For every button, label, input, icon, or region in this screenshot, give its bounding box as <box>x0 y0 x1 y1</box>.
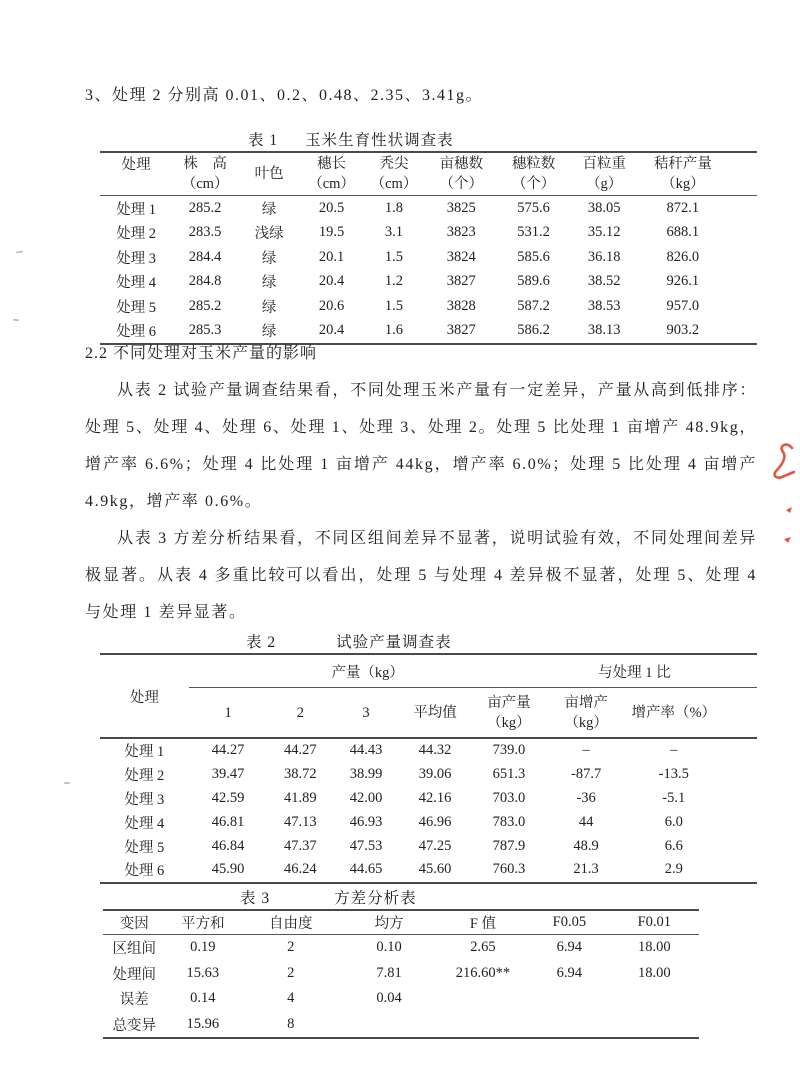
table-cell: 处理 2 <box>116 226 157 243</box>
table2-label: 表 2 <box>246 633 277 651</box>
table-cell: 15.96 <box>186 1015 220 1032</box>
column-name: 穗粒数 <box>511 156 556 172</box>
table-cell: 1.2 <box>384 273 404 290</box>
table-cell: 531.2 <box>517 224 550 241</box>
table-cell: 47.37 <box>284 837 317 854</box>
table-cell: 285.2 <box>188 297 222 314</box>
table-cell: -36 <box>576 789 596 806</box>
table-row <box>100 738 757 763</box>
table-cell: 47.53 <box>349 837 383 854</box>
column-name: 平均值 <box>413 704 457 721</box>
column-name: 亩穗数 <box>439 156 484 172</box>
column-name: 秸秆产量 <box>653 156 712 172</box>
scan-artifact <box>16 251 23 254</box>
table-cell: 44.43 <box>349 742 383 759</box>
table-cell: 44.65 <box>349 861 383 878</box>
column-name: 1 <box>224 704 232 721</box>
table1-title-row <box>100 126 757 151</box>
column-header <box>399 688 471 739</box>
table-cell: 18.00 <box>637 964 671 981</box>
table-cell: 处理 5 <box>116 299 157 316</box>
table-cell: 46.84 <box>211 837 245 854</box>
column-name: 亩产量 <box>487 694 531 711</box>
table3-header-row <box>103 910 699 935</box>
table-cell: 20.6 <box>318 297 345 314</box>
table-cell: 44.27 <box>211 742 245 759</box>
column-header <box>363 152 425 196</box>
table-cell: 38.53 <box>587 297 621 314</box>
body-text-section <box>85 335 757 631</box>
column-header <box>333 688 399 739</box>
table-cell: 38.52 <box>587 273 621 290</box>
table-cell: 216.60** <box>455 964 511 981</box>
table-cell: 688.1 <box>666 224 700 241</box>
table-cell: 872.1 <box>666 199 700 216</box>
column-header <box>497 152 569 196</box>
column-unit: （cm） <box>308 176 355 192</box>
table-cell: 48.9 <box>573 837 599 854</box>
column-name: 亩增产 <box>564 694 608 711</box>
table-cell: 处理 6 <box>116 324 157 341</box>
column-header <box>626 688 757 739</box>
paragraph: 从表 3 方差分析结果看，不同区组间差异不显著，说明试验有效，不同处理间差异极显著。从表 4 多重比较可以看出，处理 5 与处理 4 差异极不显著，处理 5、处理 4 与处理 1 差异显著。 <box>85 530 757 621</box>
table-cell <box>437 1012 529 1039</box>
column-header: 平方和 <box>166 910 241 935</box>
table3 <box>103 909 699 1039</box>
table-cell: 绿 <box>261 250 277 267</box>
column-header: F0.05 <box>529 910 609 935</box>
column-header: F0.01 <box>610 910 699 935</box>
table-cell: 6.6 <box>664 837 683 854</box>
table-cell: 739.0 <box>492 742 526 759</box>
column-name: 处理 <box>121 157 151 173</box>
table-cell <box>529 1012 609 1039</box>
table-row <box>100 221 757 246</box>
table-cell: 7.81 <box>376 964 402 981</box>
table-cell: 绿 <box>261 275 277 292</box>
table-cell: 44.32 <box>418 742 452 759</box>
column-unit: （cm） <box>370 176 418 192</box>
table-cell: 6.0 <box>664 813 683 830</box>
table-cell: 285.3 <box>188 322 222 339</box>
table-cell: 47.13 <box>284 813 317 830</box>
table2-section <box>100 628 757 884</box>
table-cell: 绿 <box>261 324 277 341</box>
table-cell: 1.5 <box>384 297 404 314</box>
table-cell: 285.2 <box>188 199 222 216</box>
table-row <box>100 810 757 834</box>
table-cell: 3823 <box>446 224 476 241</box>
column-header: 自由度 <box>240 910 341 935</box>
table3-label: 表 3 <box>240 889 271 907</box>
section-heading: 2.2 不同处理对玉米产量的影响 <box>85 345 318 362</box>
table-cell <box>610 986 699 1012</box>
scan-artifact <box>64 782 70 784</box>
table-cell: 926.1 <box>666 273 700 290</box>
table-cell: 1.5 <box>384 248 404 265</box>
table-cell: 42.16 <box>418 789 452 806</box>
table-cell: 20.4 <box>318 273 345 290</box>
table-cell: 46.81 <box>211 813 245 830</box>
table-row <box>103 1012 699 1039</box>
column-header <box>172 152 238 196</box>
table-cell: 20.5 <box>318 199 345 216</box>
column-name: 百粒重 <box>582 156 626 172</box>
table-cell: 0.10 <box>376 939 402 956</box>
table-cell: 2 <box>287 964 295 981</box>
table-row <box>103 935 699 961</box>
table-cell: 19.5 <box>318 224 345 241</box>
table-cell: 处理 4 <box>116 275 157 292</box>
table-cell: 39.06 <box>418 766 452 783</box>
table-cell: 41.89 <box>284 789 317 806</box>
table1-title: 玉米生育性状调查表 <box>305 131 454 149</box>
table-cell: 44.27 <box>284 742 317 759</box>
table-row <box>100 858 757 883</box>
table-cell: 浅绿 <box>254 226 284 243</box>
table-cell: 651.3 <box>492 766 526 783</box>
paragraph: 从表 2 试验产量调查结果看，不同处理玉米产量有一定差异，产量从高到低排序：处理 5、处理 4、处理 6、处理 1、处理 3、处理 2。处理 5 比处理 1 亩增产 48.9kg，增产率 6.6%；处理 4 比处理 1 亩增产 44kg，增产率 6.0%；处理 5 比处理 4 亩增产 4.9kg，增产率 0.6%。 <box>85 382 757 510</box>
table3-body <box>103 935 699 1039</box>
table-cell: 47.25 <box>418 837 452 854</box>
table-cell: 44 <box>578 813 594 830</box>
table-cell: 3.1 <box>384 224 404 241</box>
column-name: 2 <box>296 704 304 721</box>
column-unit: （kg） <box>661 176 705 192</box>
table-row <box>100 787 757 811</box>
table-cell: 0.04 <box>376 990 402 1007</box>
table-row <box>100 834 757 858</box>
table-cell: 284.8 <box>188 273 222 290</box>
column-header <box>100 152 172 196</box>
table-cell <box>341 1012 436 1039</box>
table3-title: 方差分析表 <box>334 889 417 907</box>
table-row <box>100 294 757 319</box>
table-cell: 处理 3 <box>124 791 165 808</box>
table-cell: 39.47 <box>211 766 245 783</box>
table-cell: 2.9 <box>664 861 683 878</box>
table-cell: 误差 <box>119 992 149 1009</box>
table-cell: 42.00 <box>349 789 383 806</box>
column-header <box>189 688 268 739</box>
column-header <box>639 152 757 196</box>
table-cell: 3827 <box>446 273 476 290</box>
table-cell: 处理 1 <box>116 201 157 218</box>
table-row <box>100 196 757 221</box>
table3-title-row <box>103 884 699 909</box>
table-cell: 783.0 <box>492 813 526 830</box>
table-cell: 585.6 <box>517 248 550 265</box>
intro-line: 3、处理 2 分别高 0.01、0.2、0.48、2.35、3.41g。 <box>85 87 484 104</box>
table-cell <box>610 1012 699 1039</box>
table-cell: 46.93 <box>349 813 383 830</box>
table-cell: 38.99 <box>349 766 383 783</box>
table-cell: 38.13 <box>587 322 621 339</box>
table-cell: 703.0 <box>492 789 526 806</box>
table2-title-row <box>100 628 757 653</box>
table2-body <box>100 738 757 883</box>
column-unit: （kg） <box>487 714 531 731</box>
table-cell: 42.59 <box>211 789 245 806</box>
table1-label: 表 1 <box>248 131 279 149</box>
table-cell: 46.96 <box>418 813 452 830</box>
table-cell: 4 <box>287 990 295 1007</box>
table-cell: 绿 <box>261 201 277 218</box>
column-name: 增产率（%） <box>631 704 717 721</box>
table-cell: 3827 <box>446 322 476 339</box>
table-cell: 3825 <box>446 199 476 216</box>
column-header <box>238 152 300 196</box>
table-cell: -13.5 <box>658 766 689 783</box>
table-cell: 6.94 <box>556 939 583 956</box>
table-cell: 处理 6 <box>124 863 165 880</box>
table-cell: 15.63 <box>186 964 220 981</box>
table-cell: 处理 4 <box>124 815 165 832</box>
table2-group-row <box>100 654 757 688</box>
table-cell: 586.2 <box>517 322 550 339</box>
table-cell: 957.0 <box>666 297 700 314</box>
table-row <box>100 270 757 295</box>
table-cell: 0.19 <box>190 939 216 956</box>
table-cell: 2 <box>287 939 295 956</box>
table-cell: 处理间 <box>112 966 157 983</box>
table-cell: 20.4 <box>318 322 345 339</box>
table-cell: 21.3 <box>573 861 599 878</box>
table-row <box>103 986 699 1012</box>
column-header <box>547 688 626 739</box>
table-row <box>100 245 757 270</box>
table-cell: 38.72 <box>284 766 317 783</box>
table-cell: 3828 <box>446 297 476 314</box>
table-cell: 8 <box>287 1015 295 1032</box>
table-cell: 处理 3 <box>116 250 157 267</box>
table-cell: 903.2 <box>666 322 700 339</box>
table-cell: 20.1 <box>318 248 345 265</box>
table-cell: 处理 5 <box>124 839 165 856</box>
table-cell: 6.94 <box>556 964 583 981</box>
column-name: 3 <box>362 704 370 721</box>
column-unit: （g） <box>586 176 623 192</box>
table-cell: 45.60 <box>418 861 452 878</box>
table-cell: 1.8 <box>384 199 404 216</box>
table3-section <box>103 884 699 1039</box>
table-cell: 283.5 <box>188 224 222 241</box>
column-header <box>471 688 547 739</box>
table-cell <box>437 986 529 1012</box>
table-cell: 38.05 <box>587 199 621 216</box>
column-header: 变因 <box>103 910 166 935</box>
table-cell: 18.00 <box>637 939 671 956</box>
group-header: 与处理 1 比 <box>547 654 757 688</box>
table-cell: 0.14 <box>190 990 216 1007</box>
scan-artifact <box>13 319 19 322</box>
table-cell: 284.4 <box>188 248 222 265</box>
table-cell: 处理 1 <box>124 744 165 761</box>
table1-section <box>100 126 757 345</box>
table-cell: 3824 <box>446 248 476 265</box>
table-cell: 575.6 <box>517 199 550 216</box>
column-header: F 值 <box>437 910 529 935</box>
table-cell: -5.1 <box>662 789 686 806</box>
table-cell: 760.3 <box>492 861 526 878</box>
table-cell: 787.9 <box>492 837 526 854</box>
column-header: 均方 <box>341 910 436 935</box>
column-unit: （个） <box>511 176 556 192</box>
column-header <box>570 152 639 196</box>
column-unit: （kg） <box>564 714 608 731</box>
table-cell: 总变异 <box>112 1017 157 1034</box>
column-header <box>300 152 362 196</box>
table-cell: 2.65 <box>470 939 496 956</box>
table-cell: 36.18 <box>587 248 621 265</box>
table-cell: 45.90 <box>211 861 245 878</box>
table-cell: 46.24 <box>284 861 317 878</box>
column-name: 株 高 <box>183 156 227 172</box>
table-cell: 589.6 <box>517 273 550 290</box>
red-pen-annotation-icon <box>768 438 800 578</box>
column-unit: （cm） <box>181 176 229 192</box>
column-name: 穗长 <box>317 156 347 172</box>
table-cell: 35.12 <box>587 224 621 241</box>
group-header: 产量（kg） <box>189 654 547 688</box>
column-name: 叶色 <box>254 166 284 182</box>
table-cell: 区组间 <box>112 941 157 958</box>
table-row <box>100 763 757 787</box>
column-header <box>425 152 497 196</box>
table1-body <box>100 196 757 345</box>
column-unit: （个） <box>439 176 484 192</box>
column-name: 秃尖 <box>379 156 409 172</box>
table-cell <box>529 986 609 1012</box>
table1 <box>100 151 757 345</box>
table-cell: -87.7 <box>571 766 602 783</box>
table-cell: 绿 <box>261 299 277 316</box>
table-cell: – <box>582 742 590 759</box>
table2-subheader-row <box>100 688 757 739</box>
column-header <box>268 688 334 739</box>
table-row <box>103 961 699 987</box>
table2 <box>100 653 757 884</box>
table-cell: 587.2 <box>517 297 550 314</box>
table-cell: 826.0 <box>666 248 700 265</box>
column-header: 处理 <box>100 654 189 738</box>
table1-header-row <box>100 152 757 196</box>
table-cell: – <box>670 742 678 759</box>
table-cell: 处理 2 <box>124 768 165 785</box>
table2-title: 试验产量调查表 <box>336 633 452 651</box>
table-cell: 1.6 <box>384 322 404 339</box>
